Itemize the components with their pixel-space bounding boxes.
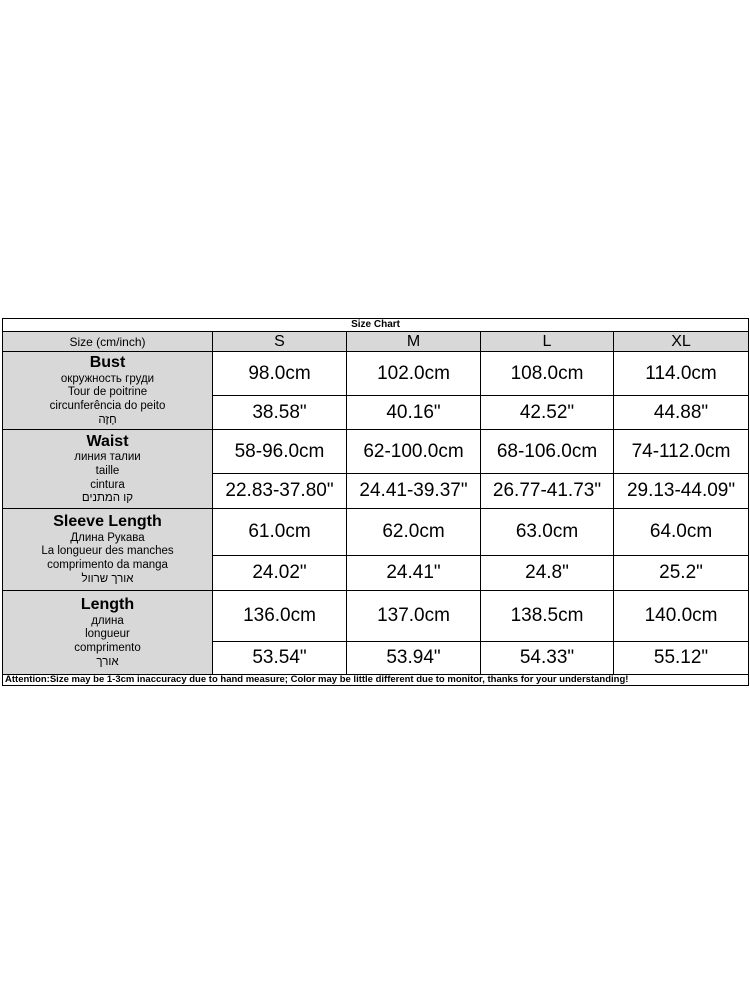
bust-cm-xl: 114.0cm: [614, 352, 749, 396]
waist-translation-ru: линия талии: [74, 451, 141, 463]
size-s-header: S: [213, 332, 347, 352]
bust-cm-m: 102.0cm: [347, 352, 481, 396]
length-cm-m: 137.0cm: [347, 591, 481, 642]
waist-cm-s: 58-96.0cm: [213, 430, 347, 474]
sleeve-label: [3, 509, 213, 591]
sleeve-cm-m: 62.0cm: [347, 509, 481, 556]
sleeve-translation-he: אורך שרוול: [81, 572, 134, 585]
bust-translation-fr: Tour de poitrine: [67, 386, 148, 399]
length-translation-fr: longueur: [85, 628, 130, 641]
length-inch-m: 53.94": [347, 642, 481, 675]
sleeve-cm-row: [3, 509, 749, 556]
attention-note: Attention:Size may be 1-3cm inaccuracy due to hand measure; Color may be little different due to monitor, thanks for your understanding!: [3, 675, 749, 686]
waist-cm-row: [3, 430, 749, 474]
bust-cm-s: 98.0cm: [213, 352, 347, 396]
bust-inch-l: 42.52": [481, 396, 614, 430]
length-name: Length: [80, 596, 135, 614]
bust-inch-xl: 44.88": [614, 396, 749, 430]
waist-label: [3, 430, 213, 509]
header-row: [3, 332, 749, 352]
length-label: [3, 591, 213, 675]
header-label: Size (cm/inch): [3, 332, 213, 352]
waist-cm-xl: 74-112.0cm: [614, 430, 749, 474]
length-inch-l: 54.33": [481, 642, 614, 675]
length-inch-xl: 55.12": [614, 642, 749, 675]
waist-inch-l: 26.77-41.73": [481, 474, 614, 509]
bust-inch-s: 38.58": [213, 396, 347, 430]
length-cm-xl: 140.0cm: [614, 591, 749, 642]
waist-cm-m: 62-100.0cm: [347, 430, 481, 474]
length-cm-row: [3, 591, 749, 642]
bust-inch-m: 40.16": [347, 396, 481, 430]
length-translation-he: אורך: [96, 655, 119, 668]
length-translation-ru: длина: [91, 614, 124, 627]
sleeve-cm-s: 61.0cm: [213, 509, 347, 556]
waist-inch-s: 22.83-37.80": [213, 474, 347, 509]
sleeve-cm-xl: 64.0cm: [614, 509, 749, 556]
waist-cm-l: 68-106.0cm: [481, 430, 614, 474]
bust-label: [3, 352, 213, 430]
waist-translation-fr: taille: [95, 464, 120, 477]
sleeve-inch-l: 24.8": [481, 556, 614, 591]
bust-translation-pt: circunferência do peito: [49, 400, 166, 413]
chart-title: Size Chart: [3, 319, 749, 332]
bust-name: Bust: [89, 354, 126, 372]
sleeve-translation-fr: La longueur des manches: [41, 545, 174, 558]
length-cm-l: 138.5cm: [481, 591, 614, 642]
size-m-header: M: [347, 332, 481, 352]
length-inch-s: 53.54": [213, 642, 347, 675]
bust-translation-he: חָזֶה: [98, 413, 117, 426]
waist-translation-he: קו המתנים: [81, 492, 134, 505]
bust-cm-row: [3, 352, 749, 396]
sleeve-inch-xl: 25.2": [614, 556, 749, 591]
length-translation-pt: comprimento: [74, 642, 141, 655]
sleeve-cm-l: 63.0cm: [481, 509, 614, 556]
sleeve-translation-ru: Длина Рукава: [70, 531, 145, 544]
size-chart-table: [2, 318, 749, 686]
sleeve-inch-s: 24.02": [213, 556, 347, 591]
length-cm-s: 136.0cm: [213, 591, 347, 642]
bust-cm-l: 108.0cm: [481, 352, 614, 396]
sleeve-translation-pt: comprimento da manga: [47, 559, 168, 572]
size-xl-header: XL: [614, 332, 749, 352]
size-l-header: L: [481, 332, 614, 352]
waist-translation-pt: cintura: [90, 478, 125, 491]
waist-name: Waist: [86, 432, 129, 450]
sleeve-name: Sleeve Length: [53, 513, 162, 531]
waist-inch-m: 24.41-39.37": [347, 474, 481, 509]
waist-inch-xl: 29.13-44.09": [614, 474, 749, 509]
sleeve-inch-m: 24.41": [347, 556, 481, 591]
bust-translation-ru: окружность груди: [60, 372, 155, 385]
